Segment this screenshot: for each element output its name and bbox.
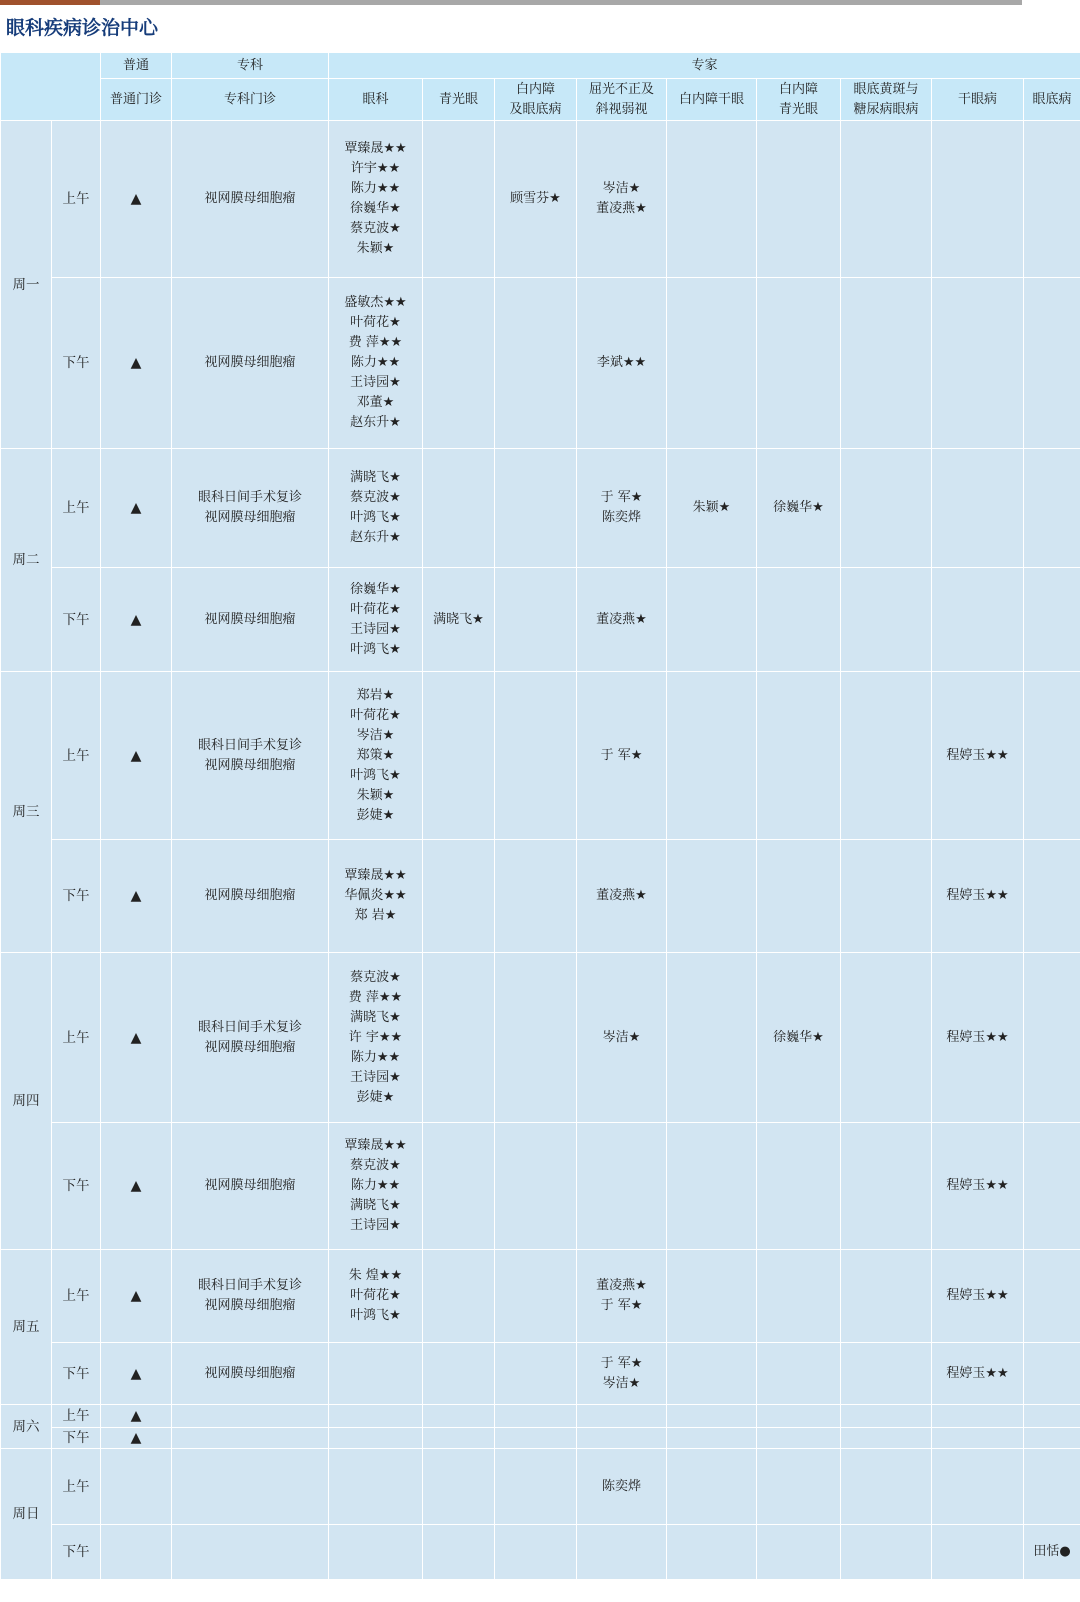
schedule-cell — [932, 1405, 1024, 1428]
schedule-cell: ▲ — [101, 840, 172, 953]
schedule-cell: 程婷玉★★ — [932, 953, 1024, 1123]
schedule-cell — [101, 1449, 172, 1525]
schedule-cell — [423, 1405, 495, 1428]
schedule-cell — [423, 953, 495, 1123]
day-label: 周四 — [1, 953, 52, 1250]
schedule-cell — [841, 278, 932, 449]
schedule-cell: ▲ — [101, 1428, 172, 1449]
column-header-cataract-dry-eye: 白内障干眼 — [667, 79, 757, 121]
schedule-cell: 岑洁★ 董凌燕★ — [577, 121, 667, 278]
table-row — [1, 953, 1080, 1123]
schedule-cell: 于 军★ — [577, 672, 667, 840]
schedule-cell — [423, 1343, 495, 1405]
session-label: 下午 — [52, 1428, 101, 1449]
schedule-cell: 视网膜母细胞瘤 — [172, 1343, 329, 1405]
schedule-cell: 程婷玉★★ — [932, 1343, 1024, 1405]
schedule-cell: 田恬● — [1024, 1525, 1080, 1580]
header-group-row — [1, 53, 1080, 79]
schedule-cell: ▲ — [101, 953, 172, 1123]
schedule-cell: ▲ — [101, 1343, 172, 1405]
schedule-cell — [841, 1525, 932, 1580]
schedule-cell — [495, 1405, 577, 1428]
day-label: 周五 — [1, 1250, 52, 1405]
schedule-cell: 董凌燕★ 于 军★ — [577, 1250, 667, 1343]
session-label: 下午 — [52, 840, 101, 953]
schedule-cell — [667, 1525, 757, 1580]
schedule-cell — [495, 449, 577, 568]
column-header-refraction-strabismus: 屈光不正及 斜视弱视 — [577, 79, 667, 121]
day-label: 周日 — [1, 1449, 52, 1580]
schedule-cell — [577, 1525, 667, 1580]
schedule-cell: ▲ — [101, 449, 172, 568]
schedule-cell — [1024, 1449, 1080, 1525]
schedule-cell — [423, 278, 495, 449]
column-header-ophthalmology: 眼科 — [329, 79, 423, 121]
schedule-cell — [577, 1405, 667, 1428]
schedule-cell: 朱 煌★★ 叶荷花★ 叶鸿飞★ — [329, 1250, 423, 1343]
schedule-cell: 徐巍华★ — [757, 449, 841, 568]
column-header-glaucoma: 青光眼 — [423, 79, 495, 121]
column-header-general-clinic: 普通门诊 — [101, 79, 172, 121]
schedule-cell — [1024, 672, 1080, 840]
column-header-specialty-clinic: 专科门诊 — [172, 79, 329, 121]
schedule-cell: 视网膜母细胞瘤 — [172, 840, 329, 953]
schedule-cell: 眼科日间手术复诊 视网膜母细胞瘤 — [172, 449, 329, 568]
schedule-cell — [841, 1405, 932, 1428]
schedule-cell — [423, 1428, 495, 1449]
table-row — [1, 1343, 1080, 1405]
schedule-cell — [423, 1250, 495, 1343]
schedule-cell — [329, 1525, 423, 1580]
schedule-cell: ▲ — [101, 1405, 172, 1428]
top-accent-bar — [0, 0, 1022, 5]
table-row — [1, 278, 1080, 449]
table-row — [1, 449, 1080, 568]
schedule-cell: ▲ — [101, 672, 172, 840]
schedule-cell — [667, 1343, 757, 1405]
schedule-cell: 满晓飞★ — [423, 568, 495, 672]
schedule-cell — [841, 1449, 932, 1525]
schedule-cell — [667, 953, 757, 1123]
schedule-cell — [841, 568, 932, 672]
schedule-cell — [841, 953, 932, 1123]
session-label: 下午 — [52, 1343, 101, 1405]
schedule-cell: 视网膜母细胞瘤 — [172, 121, 329, 278]
schedule-cell — [757, 1343, 841, 1405]
schedule-cell: 朱颖★ — [667, 449, 757, 568]
schedule-cell — [757, 1525, 841, 1580]
session-label: 上午 — [52, 121, 101, 278]
schedule-cell — [932, 1525, 1024, 1580]
session-label: 下午 — [52, 1525, 101, 1580]
schedule-cell — [172, 1449, 329, 1525]
schedule-cell — [667, 121, 757, 278]
schedule-cell — [1024, 1428, 1080, 1449]
schedule-cell: 覃臻晟★★ 蔡克波★ 陈力★★ 满晓飞★ 王诗园★ — [329, 1123, 423, 1250]
schedule-cell — [757, 1250, 841, 1343]
group-header-specialty: 专科 — [172, 53, 329, 79]
schedule-cell — [1024, 1123, 1080, 1250]
schedule-cell: 蔡克波★ 费 萍★★ 满晓飞★ 许 宇★★ 陈力★★ 王诗园★ 彭婕★ — [329, 953, 423, 1123]
schedule-cell — [932, 449, 1024, 568]
schedule-cell: 岑洁★ — [577, 953, 667, 1123]
schedule-cell: 眼科日间手术复诊 视网膜母细胞瘤 — [172, 672, 329, 840]
schedule-cell — [841, 449, 932, 568]
schedule-cell — [1024, 568, 1080, 672]
table-row — [1, 840, 1080, 953]
schedule-cell: 视网膜母细胞瘤 — [172, 568, 329, 672]
schedule-cell — [757, 1405, 841, 1428]
column-header-macula-diabetic: 眼底黄斑与 糖尿病眼病 — [841, 79, 932, 121]
schedule-cell: 程婷玉★★ — [932, 1250, 1024, 1343]
schedule-cell — [1024, 1343, 1080, 1405]
schedule-cell — [757, 568, 841, 672]
session-label: 上午 — [52, 1405, 101, 1428]
schedule-cell — [329, 1343, 423, 1405]
schedule-cell — [757, 1428, 841, 1449]
schedule-cell: 程婷玉★★ — [932, 672, 1024, 840]
header-column-row — [1, 79, 1080, 121]
schedule-cell: 满晓飞★ 蔡克波★ 叶鸿飞★ 赵东升★ — [329, 449, 423, 568]
schedule-cell: 视网膜母细胞瘤 — [172, 278, 329, 449]
schedule-cell — [932, 121, 1024, 278]
schedule-cell: 眼科日间手术复诊 视网膜母细胞瘤 — [172, 953, 329, 1123]
schedule-cell — [757, 840, 841, 953]
schedule-cell — [841, 1123, 932, 1250]
schedule-cell: 李斌★★ — [577, 278, 667, 449]
schedule-cell — [495, 1449, 577, 1525]
schedule-cell: 覃臻晟★★ 许宇★★ 陈力★★ 徐巍华★ 蔡克波★ 朱颖★ — [329, 121, 423, 278]
schedule-cell: ▲ — [101, 1250, 172, 1343]
session-label: 上午 — [52, 1250, 101, 1343]
schedule-cell — [757, 672, 841, 840]
schedule-cell — [423, 449, 495, 568]
column-header-cataract-fundus: 白内障 及眼底病 — [495, 79, 577, 121]
schedule-cell — [1024, 953, 1080, 1123]
schedule-cell: 盛敏杰★★ 叶荷花★ 费 萍★★ 陈力★★ 王诗园★ 邓董★ 赵东升★ — [329, 278, 423, 449]
schedule-cell — [1024, 278, 1080, 449]
schedule-cell — [1024, 1405, 1080, 1428]
column-header-fundus: 眼底病 — [1024, 79, 1080, 121]
schedule-cell — [841, 1250, 932, 1343]
table-row — [1, 568, 1080, 672]
column-header-cataract-glaucoma: 白内障 青光眼 — [757, 79, 841, 121]
session-label: 下午 — [52, 1123, 101, 1250]
schedule-cell — [423, 672, 495, 840]
schedule-body — [1, 53, 1080, 1580]
schedule-cell — [329, 1449, 423, 1525]
schedule-cell — [1024, 121, 1080, 278]
schedule-cell — [495, 672, 577, 840]
session-label: 上午 — [52, 449, 101, 568]
schedule-cell: ▲ — [101, 568, 172, 672]
schedule-cell — [495, 1250, 577, 1343]
schedule-cell — [841, 672, 932, 840]
schedule-cell — [667, 840, 757, 953]
schedule-cell — [172, 1405, 329, 1428]
schedule-cell: 程婷玉★★ — [932, 1123, 1024, 1250]
schedule-cell — [932, 1428, 1024, 1449]
schedule-cell — [495, 1123, 577, 1250]
day-label: 周一 — [1, 121, 52, 449]
table-row — [1, 1405, 1080, 1428]
schedule-cell — [667, 1449, 757, 1525]
schedule-cell — [495, 568, 577, 672]
schedule-cell — [667, 1123, 757, 1250]
schedule-cell — [101, 1525, 172, 1580]
schedule-cell — [1024, 840, 1080, 953]
schedule-cell: 于 军★ 陈奕烨 — [577, 449, 667, 568]
column-header-dry-eye: 干眼病 — [932, 79, 1024, 121]
table-row — [1, 1250, 1080, 1343]
day-label: 周二 — [1, 449, 52, 672]
schedule-cell: ▲ — [101, 1123, 172, 1250]
schedule-cell: 陈奕烨 — [577, 1449, 667, 1525]
schedule-cell — [667, 672, 757, 840]
table-row — [1, 1123, 1080, 1250]
schedule-cell — [172, 1525, 329, 1580]
schedule-cell — [667, 1250, 757, 1343]
schedule-cell — [667, 568, 757, 672]
schedule-cell — [667, 1428, 757, 1449]
schedule-cell: 董凌燕★ — [577, 840, 667, 953]
session-label: 上午 — [52, 672, 101, 840]
schedule-cell: 于 军★ 岑洁★ — [577, 1343, 667, 1405]
schedule-cell — [495, 840, 577, 953]
table-row — [1, 1449, 1080, 1525]
schedule-cell — [1024, 1250, 1080, 1343]
schedule-cell: ▲ — [101, 278, 172, 449]
schedule-cell — [932, 1449, 1024, 1525]
schedule-cell — [423, 1123, 495, 1250]
day-label: 周三 — [1, 672, 52, 953]
schedule-cell — [1024, 449, 1080, 568]
schedule-cell — [667, 278, 757, 449]
group-header-expert: 专家 — [329, 53, 1080, 79]
schedule-cell — [932, 568, 1024, 672]
schedule-cell — [329, 1405, 423, 1428]
schedule-cell: 视网膜母细胞瘤 — [172, 1123, 329, 1250]
schedule-cell — [757, 1123, 841, 1250]
session-label: 下午 — [52, 568, 101, 672]
schedule-cell — [577, 1123, 667, 1250]
group-header-general: 普通 — [101, 53, 172, 79]
schedule-cell: ▲ — [101, 121, 172, 278]
session-label: 上午 — [52, 953, 101, 1123]
schedule-cell — [495, 278, 577, 449]
schedule-cell — [495, 1343, 577, 1405]
schedule-cell — [495, 1525, 577, 1580]
schedule-cell — [932, 278, 1024, 449]
schedule-cell — [329, 1428, 423, 1449]
table-row — [1, 672, 1080, 840]
schedule-cell — [667, 1405, 757, 1428]
schedule-cell — [423, 121, 495, 278]
schedule-cell: 顾雪芬★ — [495, 121, 577, 278]
session-label: 上午 — [52, 1449, 101, 1525]
schedule-cell — [757, 278, 841, 449]
schedule-cell: 徐巍华★ 叶荷花★ 王诗园★ 叶鸿飞★ — [329, 568, 423, 672]
schedule-cell — [841, 1343, 932, 1405]
table-row — [1, 1525, 1080, 1580]
schedule-cell — [577, 1428, 667, 1449]
schedule-cell — [841, 121, 932, 278]
schedule-cell — [423, 1449, 495, 1525]
schedule-cell: 董凌燕★ — [577, 568, 667, 672]
schedule-cell — [423, 840, 495, 953]
schedule-cell: 覃臻晟★★ 华佩炎★★ 郑 岩★ — [329, 840, 423, 953]
session-label: 下午 — [52, 278, 101, 449]
table-row — [1, 121, 1080, 278]
corner-cell — [1, 53, 101, 121]
schedule-cell — [423, 1525, 495, 1580]
schedule-cell — [495, 953, 577, 1123]
schedule-cell: 郑岩★ 叶荷花★ 岑洁★ 郑策★ 叶鸿飞★ 朱颖★ 彭婕★ — [329, 672, 423, 840]
accent-segment — [0, 0, 100, 5]
schedule-cell — [841, 840, 932, 953]
schedule-cell — [841, 1428, 932, 1449]
schedule-cell: 徐巍华★ — [757, 953, 841, 1123]
page-title: 眼科疾病诊治中心 — [6, 17, 159, 39]
schedule-cell — [172, 1428, 329, 1449]
schedule-table — [0, 52, 1080, 1580]
schedule-cell — [757, 121, 841, 278]
schedule-cell: 眼科日间手术复诊 视网膜母细胞瘤 — [172, 1250, 329, 1343]
schedule-cell — [757, 1449, 841, 1525]
day-label: 周六 — [1, 1405, 52, 1449]
schedule-cell: 程婷玉★★ — [932, 840, 1024, 953]
table-row — [1, 1428, 1080, 1449]
schedule-cell — [495, 1428, 577, 1449]
